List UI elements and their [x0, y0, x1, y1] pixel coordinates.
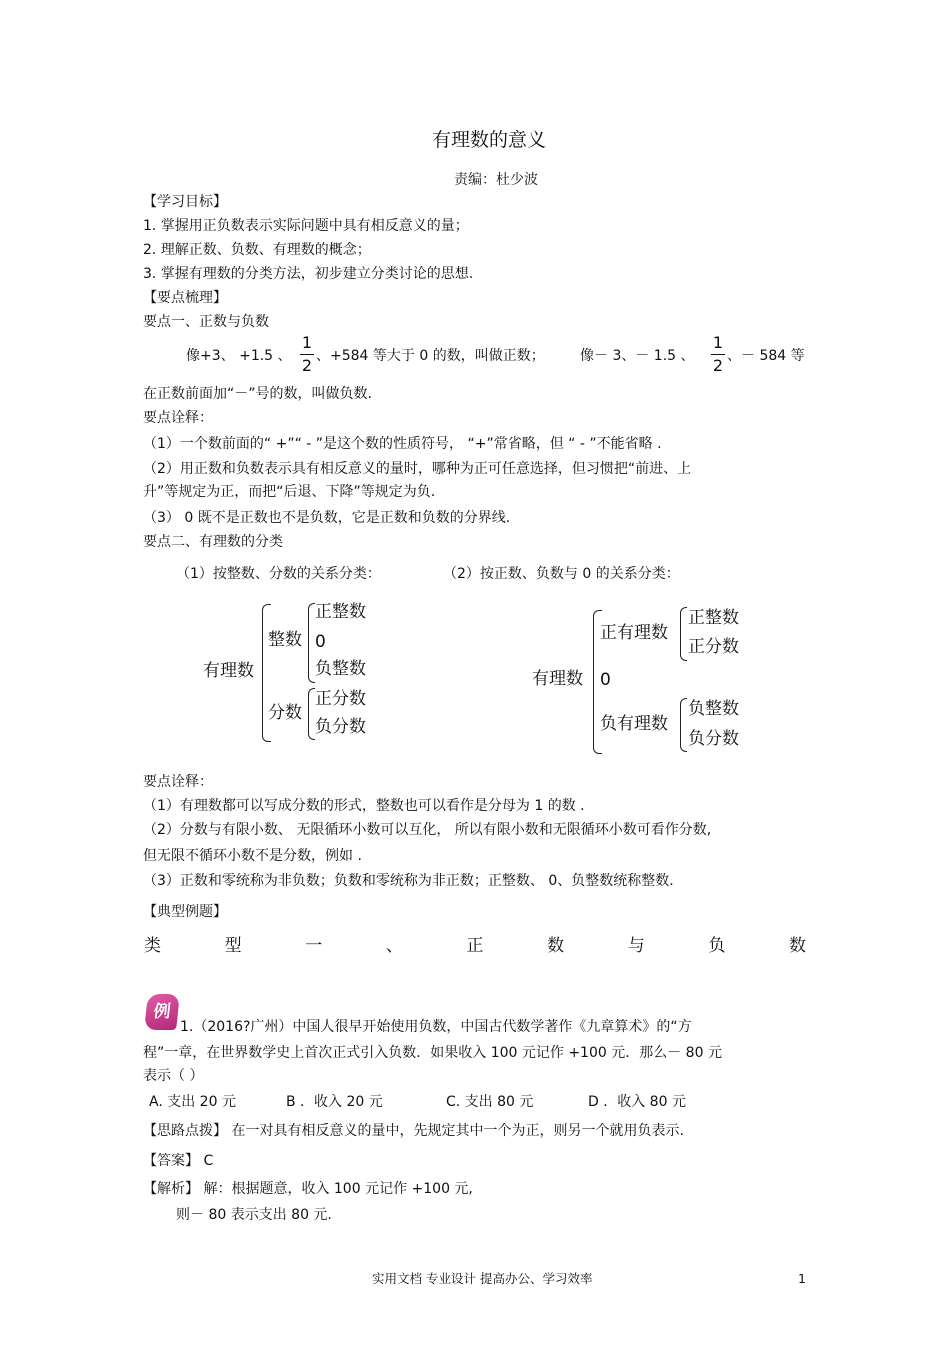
- negative-def: 在正数前面加“－”号的数，叫做负数.: [143, 386, 372, 402]
- tree-node-positive: 正有理数: [600, 623, 668, 643]
- option-b: B ．收入 20 元: [286, 1094, 383, 1110]
- heading-char: 一: [305, 936, 323, 956]
- tree-leaf: 0: [315, 632, 326, 652]
- tree-leaf: 正整数: [688, 608, 739, 628]
- brace: [308, 603, 315, 683]
- tree-leaf: 负整数: [315, 659, 366, 679]
- note-item: 但无限不循环小数不是分数，例如 .: [143, 848, 362, 864]
- heading-char: 、: [385, 936, 403, 956]
- tree-leaf: 正分数: [315, 689, 366, 709]
- tree-node-negative: 负有理数: [600, 714, 668, 734]
- note-item: 升”等规定为正，而把“后退、下降”等规定为负.: [143, 484, 436, 500]
- tree-root: 有理数: [203, 661, 254, 681]
- tree-node-integer: 整数: [268, 630, 302, 650]
- option-d: D ．收入 80 元: [588, 1094, 686, 1110]
- fraction-numerator: 1: [301, 333, 313, 352]
- section-examples: 【典型例题】: [143, 904, 227, 920]
- brace: [308, 688, 315, 740]
- analysis: 则－ 80 表示支出 80 元.: [176, 1207, 332, 1223]
- example-badge-icon: 例: [144, 994, 180, 1030]
- footer-text: 实用文档 专业设计 提高办公、学习效率: [372, 1271, 593, 1286]
- brace: [680, 607, 687, 661]
- point-two-heading: 要点二、有理数的分类: [143, 534, 283, 550]
- page-number: 1: [798, 1271, 806, 1286]
- tree-leaf: 负分数: [688, 729, 739, 749]
- heading-char: 正: [466, 936, 484, 956]
- fraction-denominator: 2: [301, 356, 313, 375]
- negative-examples-b: 、－ 584 等: [727, 348, 805, 364]
- fraction-numerator: 1: [712, 333, 724, 352]
- note-item: （1）一个数前面的“ +”“ - ”是这个数的性质符号， “+”常省略，但 “ - ”不能省略 .: [143, 436, 662, 452]
- note-title: 要点诠释：: [143, 774, 213, 790]
- tree-leaf: 负整数: [688, 699, 739, 719]
- option-c: C. 支出 80 元: [446, 1094, 534, 1110]
- note-item: （3）正数和零统称为非负数；负数和零统称为非正数；正整数、 0、负整数统称整数.: [143, 873, 674, 889]
- goal-item: 2. 理解正数、负数、有理数的概念；: [143, 242, 371, 258]
- section-points: 【要点梳理】: [143, 290, 227, 306]
- tree-leaf: 正分数: [688, 637, 739, 657]
- note-item: （2）用正数和负数表示具有相反意义的量时，哪种为正可任意选择，但习惯把“前进、上: [143, 461, 692, 477]
- fraction-half: [711, 333, 725, 376]
- goal-item: 1. 掌握用正负数表示实际问题中具有相反意义的量；: [143, 218, 469, 234]
- note-item: （2）分数与有限小数、 无限循环小数可以互化， 所以有限小数和无限循环小数可看作分数,: [143, 822, 712, 838]
- heading-char: 与: [627, 936, 645, 956]
- heading-char: 负: [708, 936, 726, 956]
- heading-char: 数: [789, 936, 806, 956]
- tree-node-fraction: 分数: [268, 703, 302, 723]
- example-question: 1.（2016?广州）中国人很早开始使用负数，中国古代数学著作《九章算术》的“方: [180, 1019, 692, 1035]
- hint: 【思路点拨】 在一对具有相反意义的量中，先规定其中一个为正，则另一个就用负表示.: [143, 1123, 684, 1139]
- goal-item: 3. 掌握有理数的分类方法，初步建立分类讨论的思想.: [143, 266, 474, 282]
- heading-char: 型: [224, 936, 242, 956]
- tree-node-zero: 0: [600, 670, 611, 690]
- tree-leaf: 负分数: [315, 717, 366, 737]
- fraction-denominator: 2: [712, 356, 724, 375]
- option-a: A. 支出 20 元: [149, 1094, 236, 1110]
- example-question: 表示（ ）: [143, 1068, 204, 1084]
- type-one-heading: [144, 934, 806, 958]
- fraction-half: [300, 333, 314, 376]
- classification-2-label: （2）按正数、负数与 0 的关系分类：: [443, 566, 680, 582]
- heading-char: 类: [144, 936, 161, 956]
- section-goals: 【学习目标】: [143, 194, 227, 210]
- negative-examples-a: 像－ 3、－ 1.5 、: [580, 348, 695, 364]
- point-one-heading: 要点一、正数与负数: [143, 314, 269, 330]
- editor-credit: 责编：杜少波: [454, 172, 538, 188]
- note-item: （1）有理数都可以写成分数的形式，整数也可以看作是分母为 1 的数 .: [143, 798, 585, 814]
- note-item: （3） 0 既不是正数也不是负数，它是正数和负数的分界线.: [143, 510, 511, 526]
- answer: 【答案】 C: [143, 1153, 214, 1169]
- analysis: 【解析】 解：根据题意，收入 100 元记作 +100 元,: [143, 1181, 473, 1197]
- brace: [680, 698, 687, 752]
- page-title: 有理数的意义: [432, 129, 547, 151]
- positive-def-b: 、+584 等大于 0 的数，叫做正数；: [316, 348, 545, 364]
- tree-root: 有理数: [532, 669, 583, 689]
- note-title: 要点诠释：: [143, 410, 213, 426]
- example-question: 程”一章，在世界数学史上首次正式引入负数．如果收入 100 元记作 +100 元．那么－ 80 元: [143, 1045, 722, 1061]
- tree-leaf: 正整数: [315, 602, 366, 622]
- heading-char: 数: [547, 936, 565, 956]
- classification-1-label: （1）按整数、分数的关系分类：: [176, 566, 381, 582]
- positive-def-a: 像+3、 +1.5 、: [186, 348, 292, 364]
